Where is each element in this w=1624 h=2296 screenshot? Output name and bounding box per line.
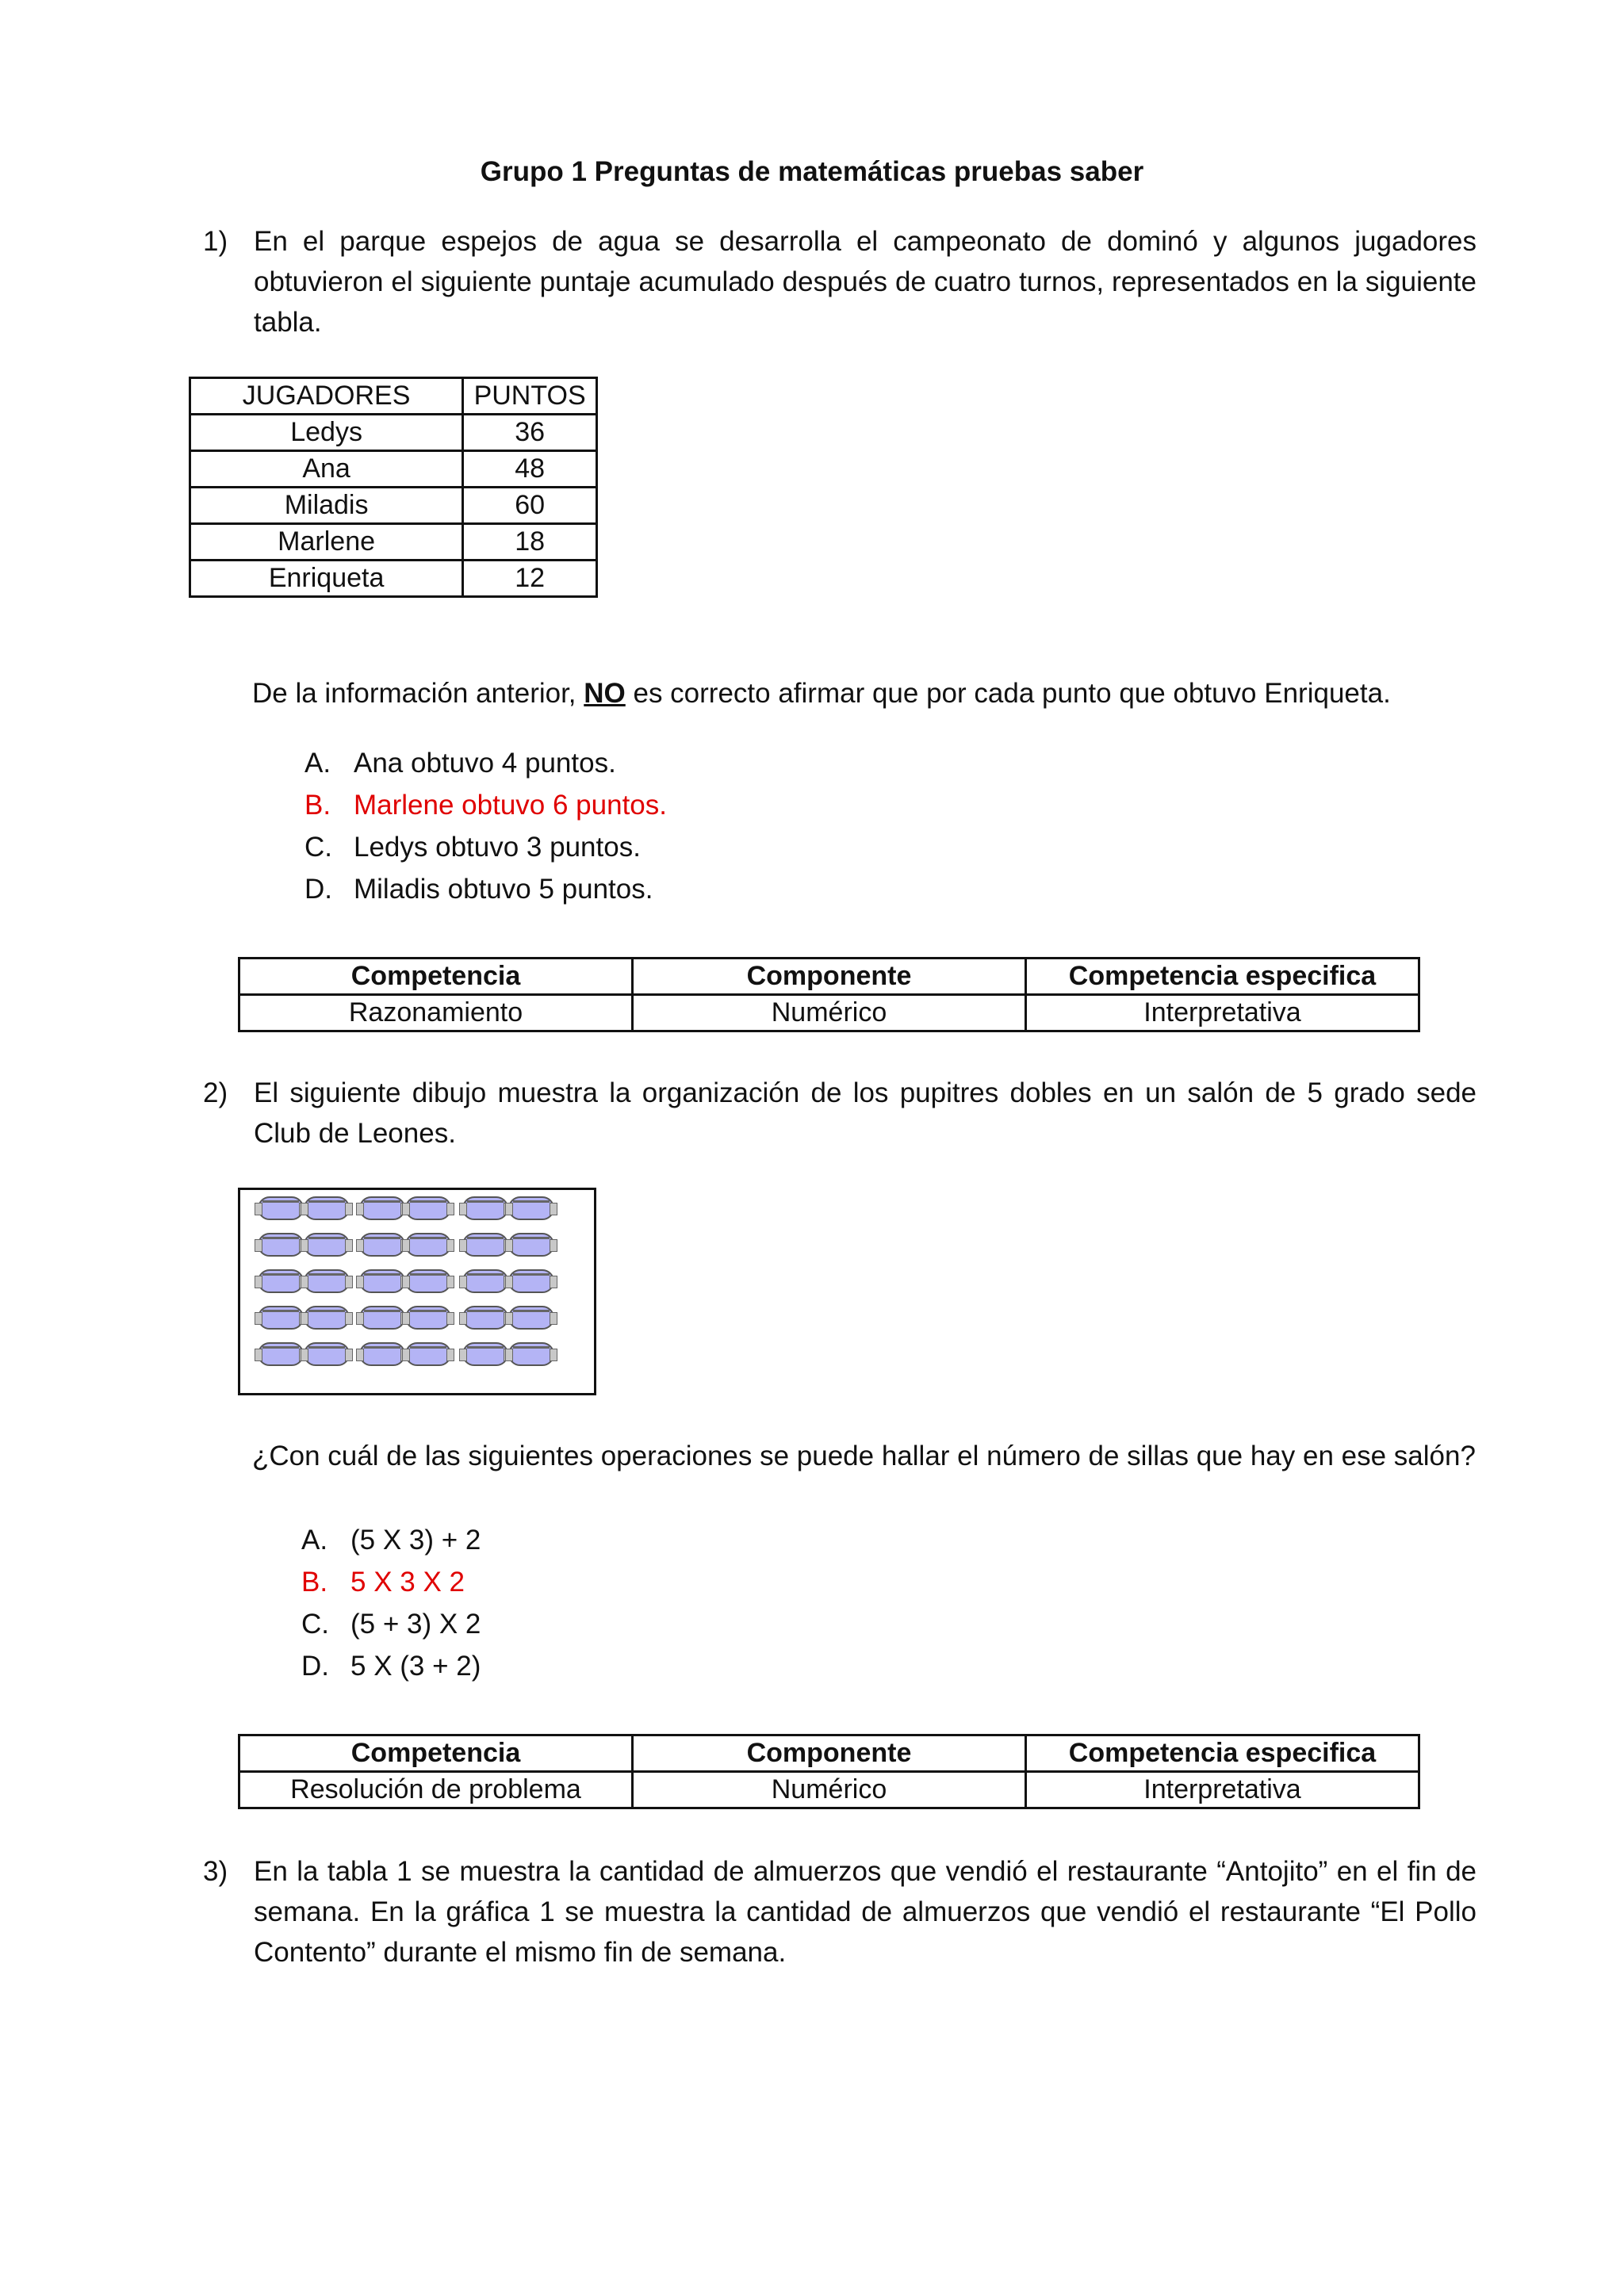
table-cell: Razonamiento (239, 995, 633, 1031)
desk-seat (508, 1342, 554, 1366)
answer-options (304, 742, 667, 910)
option-letter: B. (304, 790, 331, 821)
prompt-emphasis: NO (584, 678, 626, 709)
table-row (190, 451, 597, 488)
desk-seat (258, 1196, 304, 1220)
answer-option-a[interactable] (301, 1519, 481, 1561)
table-cell: Enriqueta (190, 561, 463, 597)
option-text: (5 X 3) + 2 (350, 1525, 481, 1556)
option-letter: C. (304, 832, 332, 863)
option-letter: D. (301, 1651, 329, 1682)
question-text: En el parque espejos de agua se desarrolla el campeonato de dominó y algunos jugadores obtuvieron el siguiente puntaje acumulado después de cuatro turnos, representados en la siguiente tabla. (254, 226, 1477, 338)
option-letter: A. (301, 1525, 328, 1556)
option-text: 5 X 3 X 2 (350, 1567, 465, 1598)
desk-seat (405, 1233, 451, 1257)
desk-seat (304, 1233, 350, 1257)
answer-option-d[interactable] (304, 868, 667, 910)
question-number: 2) (203, 1077, 228, 1108)
desk-seat (508, 1306, 554, 1330)
option-letter: C. (301, 1609, 329, 1640)
question-text: El siguiente dibujo muestra la organización de los pupitres dobles en un salón de 5 grado sede Club de Leones. (254, 1077, 1477, 1149)
table-cell: Ana (190, 451, 463, 488)
table-header-cell: Competencia especifica (1025, 959, 1419, 995)
table-header-row (239, 1735, 1419, 1772)
table-cell: Interpretativa (1025, 995, 1419, 1031)
answer-option-b[interactable] (301, 1561, 481, 1603)
answer-option-c[interactable] (304, 826, 667, 868)
answer-option-d[interactable] (301, 1645, 481, 1687)
desk-seat (359, 1196, 405, 1220)
table-cell: Interpretativa (1025, 1772, 1419, 1808)
prompt-text: De la información anterior, (252, 678, 584, 709)
table-header-cell: Competencia (239, 1735, 633, 1772)
desk-seat (508, 1269, 554, 1293)
table-row (190, 561, 597, 597)
desk-seat (258, 1269, 304, 1293)
table-row (190, 415, 597, 451)
table-cell: 12 (463, 561, 597, 597)
option-letter: D. (304, 874, 332, 905)
table-header-row (190, 378, 597, 415)
table-row (190, 488, 597, 524)
desk-seat (405, 1306, 451, 1330)
question-number: 1) (203, 226, 228, 257)
option-letter: A. (304, 748, 331, 779)
table-cell: Numérico (633, 995, 1026, 1031)
players-table (189, 377, 598, 598)
desk-seat (304, 1269, 350, 1293)
answer-option-a[interactable] (304, 742, 667, 784)
prompt-text: es correcto afirmar que por cada punto que obtuvo Enriqueta. (625, 678, 1391, 709)
table-cell: Miladis (190, 488, 463, 524)
desk-seat (258, 1306, 304, 1330)
table-cell: 60 (463, 488, 597, 524)
answer-option-b[interactable] (304, 784, 667, 826)
question-prompt: ¿Con cuál de las siguientes operaciones se puede hallar el número de sillas que hay en ese salón? (252, 1441, 1476, 1471)
table-cell: 36 (463, 415, 597, 451)
desks-illustration (238, 1188, 596, 1395)
table-row (190, 524, 597, 561)
desk-seat (258, 1342, 304, 1366)
desk-seat (304, 1306, 350, 1330)
desk-seat (508, 1233, 554, 1257)
question-prompt (252, 674, 1489, 714)
desk-seat (462, 1269, 508, 1293)
desk-seat (359, 1342, 405, 1366)
option-text: Ledys obtuvo 3 puntos. (354, 832, 641, 863)
option-text: Ana obtuvo 4 puntos. (354, 748, 616, 779)
competencia-table-2 (238, 1734, 1420, 1809)
desk-seat (405, 1196, 451, 1220)
table-row (239, 995, 1419, 1031)
desk-seat (359, 1306, 405, 1330)
desk-seat (462, 1306, 508, 1330)
option-text: (5 + 3) X 2 (350, 1609, 481, 1640)
table-cell: Marlene (190, 524, 463, 561)
desk-seat (405, 1269, 451, 1293)
table-header-cell: Componente (633, 1735, 1026, 1772)
table-cell: Numérico (633, 1772, 1026, 1808)
desk-seat (359, 1269, 405, 1293)
answer-options (301, 1519, 481, 1687)
table-header-cell: Competencia especifica (1025, 1735, 1419, 1772)
table-header-cell: PUNTOS (463, 378, 597, 415)
table-header-cell: Componente (633, 959, 1026, 995)
desk-seat (462, 1342, 508, 1366)
table-cell: 48 (463, 451, 597, 488)
desk-seat (462, 1196, 508, 1220)
answer-option-c[interactable] (301, 1603, 481, 1645)
option-text: Marlene obtuvo 6 puntos. (354, 790, 667, 821)
desk-seat (258, 1233, 304, 1257)
desk-seat (462, 1233, 508, 1257)
competencia-table-1 (238, 957, 1420, 1032)
table-header-cell: JUGADORES (190, 378, 463, 415)
option-text: Miladis obtuvo 5 puntos. (354, 874, 653, 905)
desk-seat (304, 1342, 350, 1366)
desk-seat (304, 1196, 350, 1220)
option-letter: B. (301, 1567, 328, 1598)
option-text: 5 X (3 + 2) (350, 1651, 481, 1682)
question-text: En la tabla 1 se muestra la cantidad de almuerzos que vendió el restaurante “Antojito” en el fin de semana. En la gráfica 1 se muestra la cantidad de almuerzos que vendió el restaurante “El Pollo Contento” durante el mismo fin de semana. (254, 1856, 1477, 1968)
desk-seat (405, 1342, 451, 1366)
table-cell: 18 (463, 524, 597, 561)
table-cell: Resolución de problema (239, 1772, 633, 1808)
page-title: Grupo 1 Preguntas de matemáticas pruebas saber (480, 156, 1144, 187)
table-row (239, 1772, 1419, 1808)
table-header-row (239, 959, 1419, 995)
desk-seat (359, 1233, 405, 1257)
question-number: 3) (203, 1856, 228, 1887)
table-header-cell: Competencia (239, 959, 633, 995)
desk-seat (508, 1196, 554, 1220)
table-cell: Ledys (190, 415, 463, 451)
